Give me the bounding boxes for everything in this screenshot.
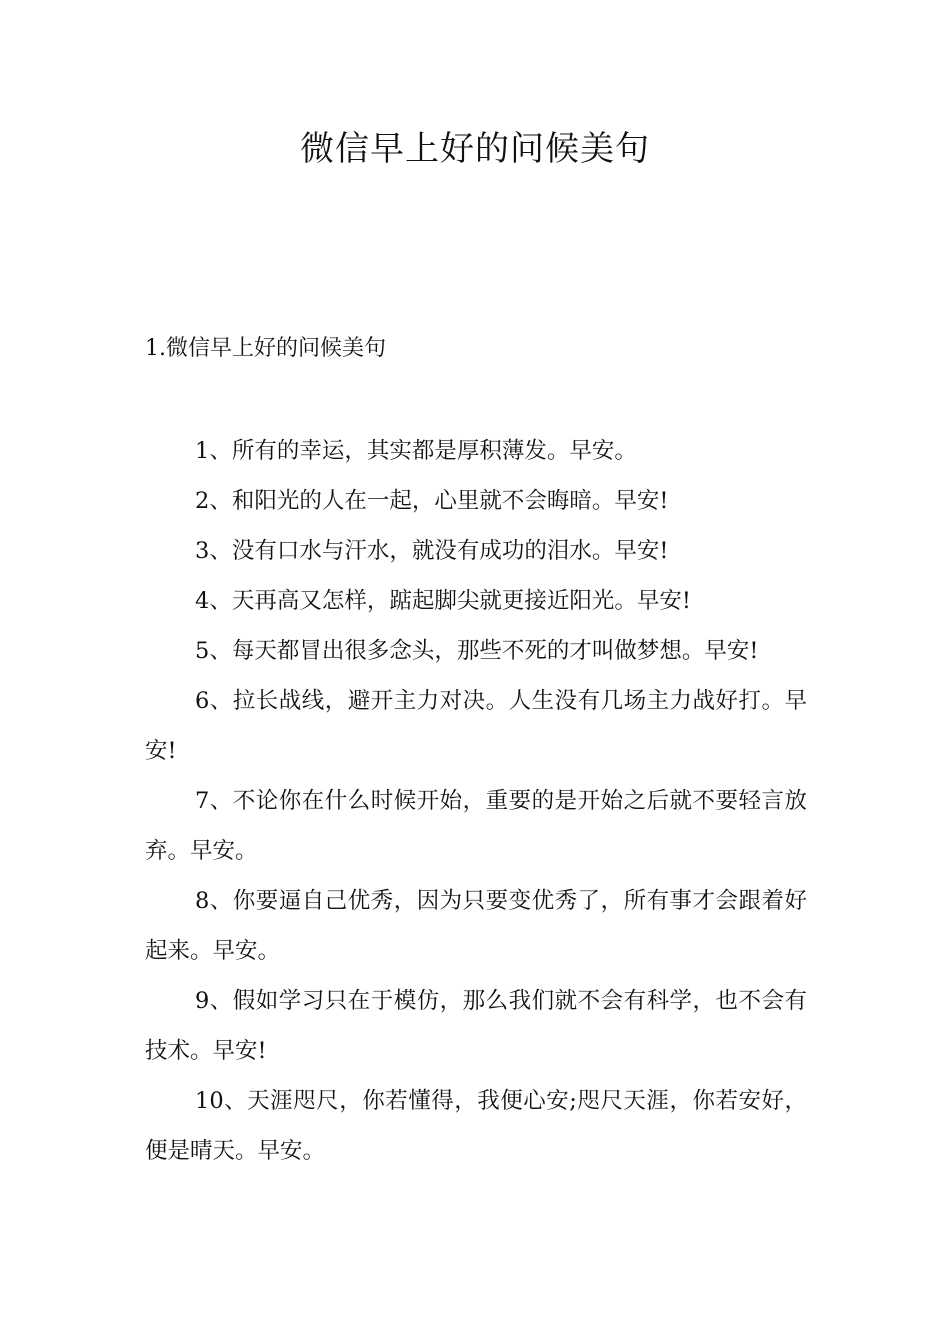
page-title: 微信早上好的问候美句 bbox=[300, 129, 650, 169]
list-item: 5、每天都冒出很多念头，那些不死的才叫做梦想。早安! bbox=[195, 638, 759, 664]
list-item: 4、天再高又怎样，踮起脚尖就更接近阳光。早安! bbox=[195, 588, 691, 614]
list-item: 2、和阳光的人在一起，心里就不会晦暗。早安! bbox=[195, 488, 669, 514]
list-item: 9、假如学习只在于模仿，那么我们就不会有科学，也不会有技术。早安! bbox=[145, 988, 807, 1064]
list-item: 3、没有口水与汗水，就没有成功的泪水。早安! bbox=[195, 538, 669, 564]
list-item: 10、天涯咫尺，你若懂得，我便心安;咫尺天涯，你若安好，便是晴天。早安。 bbox=[145, 1088, 807, 1164]
list-item: 7、不论你在什么时候开始，重要的是开始之后就不要轻言放弃。早安。 bbox=[145, 788, 807, 864]
list-item: 8、你要逼自己优秀，因为只要变优秀了，所有事才会跟着好起来。早安。 bbox=[145, 888, 807, 964]
greeting-list bbox=[145, 426, 807, 1176]
section-heading: 1.微信早上好的问候美句 bbox=[145, 336, 386, 361]
list-item: 6、拉长战线，避开主力对决。人生没有几场主力战好打。早安! bbox=[145, 688, 807, 764]
list-item: 1、所有的幸运，其实都是厚积薄发。早安。 bbox=[195, 438, 637, 464]
